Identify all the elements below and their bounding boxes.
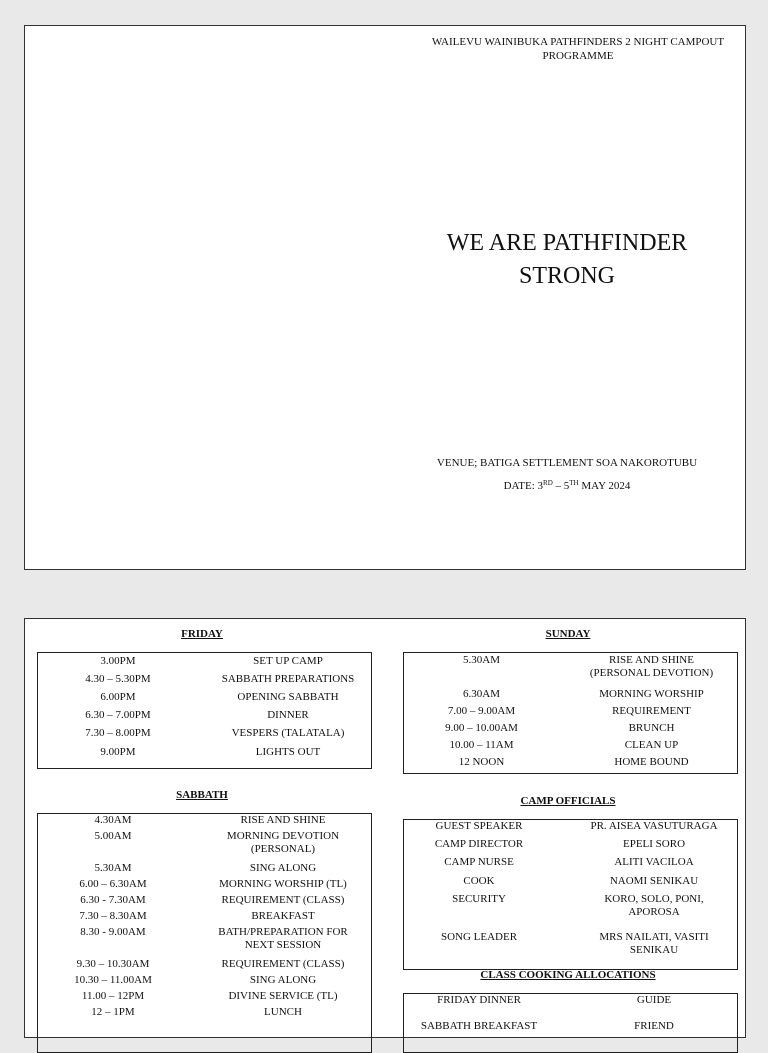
sabbath-row-col1: 5.00AM <box>94 830 132 842</box>
sabbath-row-col2-line1: SING ALONG <box>249 862 317 874</box>
sunday-row-col2-line1: MORNING WORSHIP <box>599 688 704 700</box>
sabbath-row-col2 <box>203 894 363 907</box>
sabbath-row-col2-line1: BREAKFAST <box>251 910 315 922</box>
sabbath-row-col2 <box>203 1006 363 1019</box>
cover-title-line2: STRONG <box>518 263 615 289</box>
friday-row-col2 <box>208 655 368 668</box>
sunday-row-col2 <box>569 654 734 680</box>
friday-row-col1: 7.30 – 8.00PM <box>85 727 151 739</box>
sabbath-row-col2 <box>203 814 363 827</box>
sunday-row-col1: 5.30AM <box>463 654 500 666</box>
friday-row-col1: 6.30 – 7.00PM <box>85 709 151 721</box>
cooking-row-col2 <box>569 994 739 1007</box>
friday-row-col1: 6.00PM <box>100 691 136 703</box>
official-row-col2-line1: KORO, SOLO, PONI, <box>604 893 704 905</box>
sunday-row-col2 <box>569 705 734 718</box>
sabbath-row-col2 <box>203 862 363 875</box>
sunday-row-col1: 6.30AM <box>463 688 500 700</box>
sunday-row-col2-line1: BRUNCH <box>628 722 675 734</box>
sunday-row-col2-line1: RISE AND SHINE <box>609 654 694 666</box>
cover-title-line1: WE ARE PATHFINDER <box>446 230 688 256</box>
friday-row-col1: 9.00PM <box>100 746 136 758</box>
sabbath-row-col1: 11.00 – 12PM <box>81 990 145 1002</box>
official-row-col2 <box>569 893 739 919</box>
sabbath-row-col1: 6.00 – 6.30AM <box>79 878 147 890</box>
official-row-col2-line1: MRS NAILATI, VASITI <box>599 931 709 943</box>
cooking-row-col1: SABBATH BREAKFAST <box>420 1020 538 1032</box>
official-row-col1: SONG LEADER <box>440 931 518 943</box>
date-sup-th: TH <box>569 479 579 487</box>
sabbath-row-col2-line2: NEXT SESSION <box>244 939 322 951</box>
sunday-row-col2-line1: CLEAN UP <box>624 739 679 751</box>
cover-page <box>24 25 746 570</box>
friday-row-col2 <box>208 673 368 686</box>
schedule-page <box>24 618 746 1038</box>
sabbath-row-col2-line2: (PERSONAL) <box>250 843 316 855</box>
sabbath-schedule-table <box>37 813 372 1053</box>
friday-row-col2 <box>208 691 368 704</box>
cooking-row-col1: FRIDAY DINNER <box>437 994 521 1006</box>
sunday-row-col2-line2: (PERSONAL DEVOTION) <box>589 667 714 679</box>
friday-row-col2-line1: DINNER <box>267 709 309 721</box>
sabbath-row-col1: 5.30AM <box>94 862 132 874</box>
programme-header-line1: WAILEVU WAINIBUKA PATHFINDERS 2 NIGHT CAMPOUT <box>431 36 725 48</box>
friday-row-col2 <box>208 709 368 722</box>
official-row-col1: CAMP NURSE <box>444 856 514 868</box>
sabbath-row-col1: 6.30 - 7.30AM <box>80 894 146 906</box>
official-row-col2 <box>569 931 739 957</box>
sunday-row-col1: 12 NOON <box>458 756 505 768</box>
venue-text: VENUE; BATIGA SETTLEMENT SOA NAKOROTUBU <box>436 457 698 469</box>
sabbath-row-col2-line1: MORNING WORSHIP (TL) <box>219 878 347 890</box>
programme-header-line2: PROGRAMME <box>542 50 614 62</box>
sabbath-row-col2 <box>203 926 363 952</box>
official-row-col1: SECURITY <box>452 893 506 905</box>
sabbath-row-col2 <box>203 974 363 987</box>
sabbath-row-col1: 7.30 – 8.30AM <box>79 910 147 922</box>
friday-row-col1: 4.30 – 5.30PM <box>85 673 151 685</box>
friday-row-col2 <box>208 746 368 759</box>
sabbath-row-col2-line1: RISE AND SHINE <box>240 814 326 826</box>
sunday-schedule-table <box>403 652 738 774</box>
official-row-col2-line1: EPELI SORO <box>622 838 686 850</box>
friday-row-col2-line1: LIGHTS OUT <box>255 746 321 758</box>
sabbath-row-col1: 10.30 – 11.00AM <box>74 974 152 986</box>
official-row-col2 <box>569 820 739 833</box>
sunday-row-col2 <box>569 722 734 735</box>
friday-row-col1: 3.00PM <box>100 655 136 667</box>
sabbath-row-col2 <box>203 990 363 1003</box>
official-row-col2 <box>569 856 739 869</box>
friday-row-col2-line1: SET UP CAMP <box>253 655 323 667</box>
sabbath-row-col2-line1: DIVINE SERVICE (TL) <box>228 990 338 1002</box>
sunday-title: SUNDAY <box>545 628 591 640</box>
sunday-row-col2 <box>569 688 734 701</box>
sabbath-row-col2-line1: REQUIREMENT (CLASS) <box>221 894 345 906</box>
sunday-row-col1: 9.00 – 10.00AM <box>445 722 518 734</box>
sunday-row-col1: 7.00 – 9.00AM <box>447 705 516 717</box>
official-row-col2-line2: APOROSA <box>628 906 680 918</box>
sunday-row-col2 <box>569 756 734 769</box>
sabbath-row-col2-line1: SING ALONG <box>249 974 317 986</box>
sunday-row-col2-line1: HOME BOUND <box>614 756 689 768</box>
sunday-row-col2 <box>569 739 734 752</box>
sabbath-row-col2-line1: LUNCH <box>264 1006 302 1018</box>
sabbath-title: SABBATH <box>176 789 228 801</box>
cooking-row-col2 <box>569 1020 739 1033</box>
sabbath-row-col2-line1: MORNING DEVOTION <box>226 830 340 842</box>
cooking-row-col2-line1: FRIEND <box>634 1020 674 1032</box>
sabbath-row-col2-line1: BATH/PREPARATION FOR <box>218 926 348 938</box>
friday-row-col2-line1: OPENING SABBATH <box>237 691 339 703</box>
cover-title <box>415 227 719 293</box>
official-row-col2 <box>569 875 739 888</box>
date-mid: – 5 <box>552 480 570 492</box>
official-row-col1: COOK <box>463 875 495 887</box>
cooking-allocations-table <box>403 993 738 1053</box>
official-row-col2-line1: PR. AISEA VASUTURAGA <box>590 820 718 832</box>
friday-title: FRIDAY <box>181 628 223 640</box>
date-suffix: MAY 2024 <box>578 480 631 492</box>
sabbath-row-col1: 4.30AM <box>94 814 132 826</box>
official-row-col1: GUEST SPEAKER <box>435 820 523 832</box>
cooking-row-col2-line1: GUIDE <box>636 994 672 1006</box>
official-row-col1: CAMP DIRECTOR <box>434 838 524 850</box>
sabbath-row-col1: 12 – 1PM <box>91 1006 135 1018</box>
friday-row-col2 <box>208 727 368 740</box>
date-text <box>415 480 719 492</box>
date-sup-rd: RD <box>543 479 553 487</box>
sunday-row-col2-line1: REQUIREMENT <box>612 705 691 717</box>
sunday-row-col1: 10.00 – 11AM <box>449 739 514 751</box>
friday-row-col2-line1: VESPERS (TALATALA) <box>231 727 345 739</box>
sabbath-row-col1: 9.30 – 10.30AM <box>76 958 150 970</box>
camp-officials-table <box>403 819 738 970</box>
sabbath-row-col2-line1: REQUIREMENT (CLASS) <box>221 958 345 970</box>
friday-row-col2-line1: SABBATH PREPARATIONS <box>221 673 355 685</box>
sabbath-row-col2 <box>203 830 363 856</box>
sabbath-row-col2 <box>203 878 363 891</box>
official-row-col2-line1: ALITI VACILOA <box>614 856 694 868</box>
camp-officials-title: CAMP OFFICIALS <box>520 795 616 807</box>
official-row-col2-line2: SENIKAU <box>629 944 679 956</box>
date-prefix: DATE: 3 <box>503 480 544 492</box>
official-row-col2 <box>569 838 739 851</box>
programme-header <box>411 35 745 63</box>
sabbath-row-col2 <box>203 958 363 971</box>
sabbath-row-col2 <box>203 910 363 923</box>
cooking-allocations-title: CLASS COOKING ALLOCATIONS <box>480 969 656 981</box>
friday-schedule-table <box>37 652 372 769</box>
sabbath-row-col1: 8.30 - 9.00AM <box>80 926 146 938</box>
official-row-col2-line1: NAOMI SENIKAU <box>609 875 699 887</box>
